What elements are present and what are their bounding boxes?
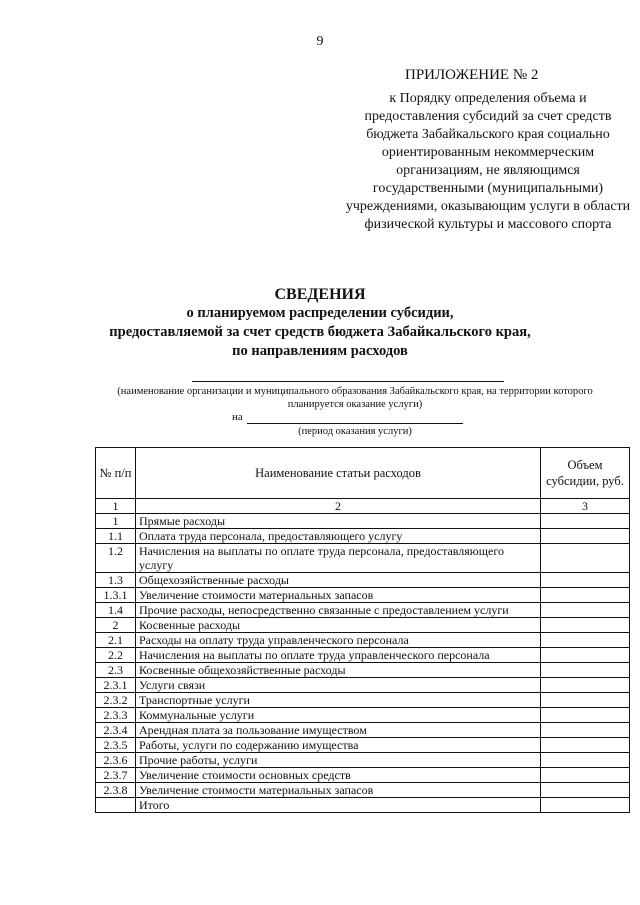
table-row [96, 618, 630, 633]
row-name: Итого [136, 798, 541, 813]
row-name: Увеличение стоимости основных средств [136, 768, 541, 783]
row-value [541, 544, 630, 573]
row-value [541, 618, 630, 633]
column-number-row [96, 499, 630, 514]
row-number: 2.3.6 [96, 753, 136, 768]
table-row [96, 603, 630, 618]
row-number: 2.3.2 [96, 693, 136, 708]
title-line-2: предоставляемой за счет средств бюджета Забайкальского края, [109, 324, 531, 340]
row-number: 2 [96, 618, 136, 633]
table-row [96, 514, 630, 529]
row-number: 2.3 [96, 663, 136, 678]
period-caption: (период оказания услуги) [298, 426, 412, 437]
row-value [541, 723, 630, 738]
col-number-1: 1 [96, 499, 136, 514]
row-value [541, 738, 630, 753]
row-name: Косвенные расходы [136, 618, 541, 633]
row-value [541, 573, 630, 588]
period-prefix: на [232, 411, 243, 423]
row-name: Расходы на оплату труда управленческого персонала [136, 633, 541, 648]
col-number-2: 2 [136, 499, 541, 514]
row-value [541, 783, 630, 798]
row-value [541, 633, 630, 648]
row-name: Прямые расходы [136, 514, 541, 529]
table-row [96, 588, 630, 603]
row-number: 1.1 [96, 529, 136, 544]
row-number: 1.2 [96, 544, 136, 573]
table-row [96, 738, 630, 753]
row-value [541, 603, 630, 618]
row-value [541, 529, 630, 544]
row-name: Арендная плата за пользование имуществом [136, 723, 541, 738]
title-line-3: по направлениям расходов [232, 343, 408, 359]
row-name: Услуги связи [136, 678, 541, 693]
row-name: Работы, услуги по содержанию имущества [136, 738, 541, 753]
row-name: Увеличение стоимости материальных запасов [136, 783, 541, 798]
table-row [96, 783, 630, 798]
table-row [96, 663, 630, 678]
header-name: Наименование статьи расходов [136, 448, 541, 499]
table-row [96, 723, 630, 738]
row-number: 2.3.1 [96, 678, 136, 693]
row-name: Оплата труда персонала, предоставляющего услугу [136, 529, 541, 544]
col-number-3: 3 [541, 499, 630, 514]
row-name: Косвенные общехозяйственные расходы [136, 663, 541, 678]
table-header-row [96, 448, 630, 499]
row-number: 2.2 [96, 648, 136, 663]
row-value [541, 648, 630, 663]
appendix-description: к Порядку определения объема и предоставления субсидий за счет средств бюджета Забайкальского края социально ориентированным некоммерческим организациям, не являющимся государственными (муниципальными) учреждениями, оказывающим услуги в области физической культуры и массового спорта [345, 91, 631, 232]
row-value [541, 798, 630, 813]
row-number: 2.3.7 [96, 768, 136, 783]
row-number: 2.3.4 [96, 723, 136, 738]
table-row [96, 753, 630, 768]
row-value [541, 678, 630, 693]
header-num: № п/п [96, 448, 136, 499]
row-number: 2.3.3 [96, 708, 136, 723]
row-value [541, 768, 630, 783]
row-value [541, 663, 630, 678]
table-row [96, 678, 630, 693]
row-name: Прочие работы, услуги [136, 753, 541, 768]
period-field-line [247, 423, 463, 424]
row-number: 1.3.1 [96, 588, 136, 603]
appendix-title: ПРИЛОЖЕНИЕ № 2 [405, 67, 539, 83]
row-number: 1.4 [96, 603, 136, 618]
row-value [541, 753, 630, 768]
table-row [96, 798, 630, 813]
row-value [541, 693, 630, 708]
row-name: Коммунальные услуги [136, 708, 541, 723]
row-number: 2.3.5 [96, 738, 136, 753]
row-name: Общехозяйственные расходы [136, 573, 541, 588]
row-value [541, 514, 630, 529]
row-name: Увеличение стоимости материальных запасов [136, 588, 541, 603]
expense-table [95, 447, 630, 813]
table-row [96, 693, 630, 708]
row-name: Начисления на выплаты по оплате труда управленческого персонала [136, 648, 541, 663]
page-number: 9 [316, 34, 324, 49]
row-name: Прочие расходы, непосредственно связанные с предоставлением услуги [136, 603, 541, 618]
row-name: Начисления на выплаты по оплате труда персонала, предоставляющего услугу [136, 544, 541, 573]
title-line-1: о планируемом распределении субсидии, [186, 305, 454, 321]
table-row [96, 708, 630, 723]
document-title [0, 285, 640, 361]
row-number: 1.3 [96, 573, 136, 588]
table-row [96, 544, 630, 573]
header-volume: Объем субсидии, руб. [541, 448, 630, 499]
table-row [96, 768, 630, 783]
row-value [541, 588, 630, 603]
row-value [541, 708, 630, 723]
table-row [96, 633, 630, 648]
row-name: Транспортные услуги [136, 693, 541, 708]
row-number: 1 [96, 514, 136, 529]
row-number [96, 798, 136, 813]
row-number: 2.3.8 [96, 783, 136, 798]
table-row [96, 573, 630, 588]
org-name-caption: (наименование организации и муниципального образования Забайкальского края, на территории которого планируется оказание услуги) [117, 386, 593, 410]
org-name-field-line [192, 381, 504, 382]
table-row [96, 529, 630, 544]
row-number: 2.1 [96, 633, 136, 648]
title-main: СВЕДЕНИЯ [274, 286, 366, 303]
table-row [96, 648, 630, 663]
